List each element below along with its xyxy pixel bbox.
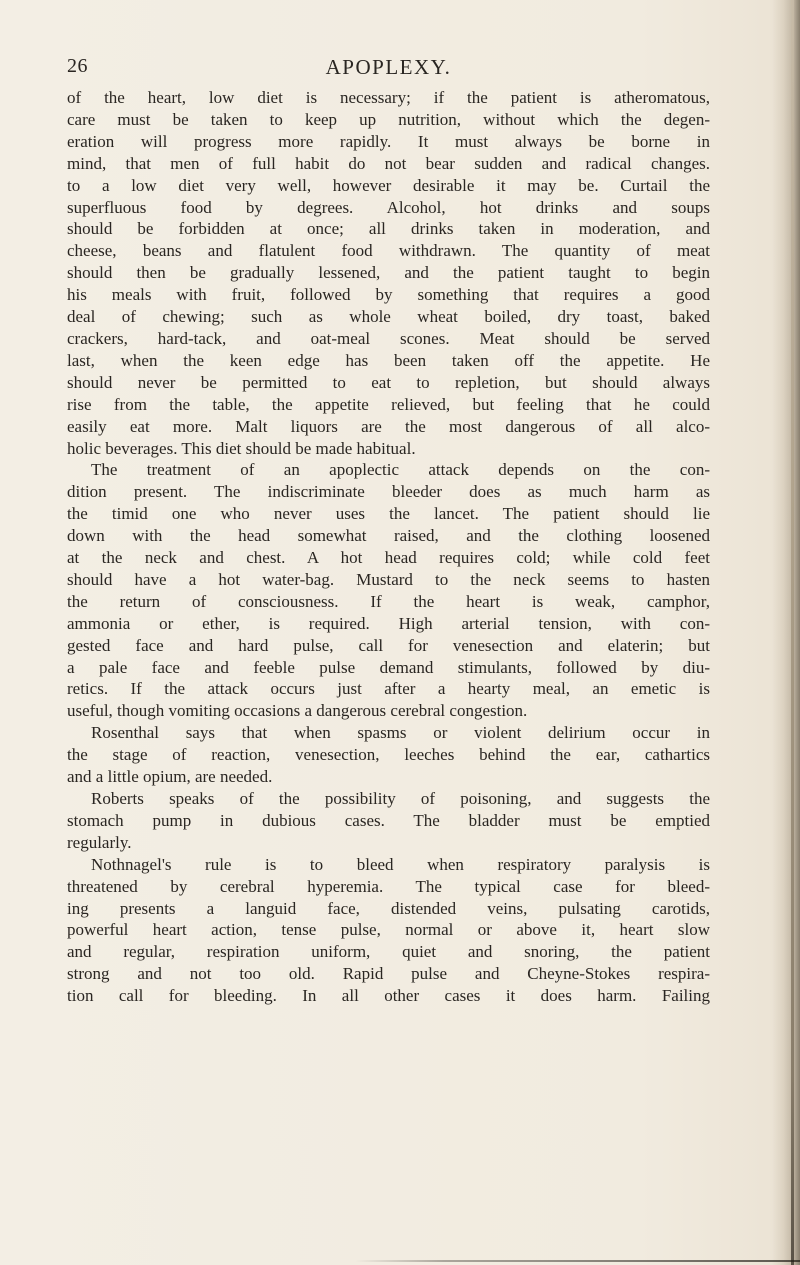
- text-line: dition present. The indiscriminate bleeder does as much harm as: [67, 482, 710, 502]
- text-line: at the neck and chest. A hot head requires cold; while cold feet: [67, 548, 710, 568]
- text-line: down with the head somewhat raised, and the clothing loosened: [67, 526, 710, 546]
- text-line: should then be gradually lessened, and the patient taught to begin: [67, 263, 710, 283]
- text-line: gested face and hard pulse, call for venesection and elaterin; but: [67, 635, 710, 655]
- text-line: Rosenthal says that when spasms or violent delirium occur in: [91, 723, 710, 743]
- page-edge-shadow: [772, 0, 800, 1265]
- text-line: regularly.: [67, 832, 132, 852]
- text-line: and regular, respiration uniform, quiet and snoring, the patient: [67, 942, 710, 962]
- text-line: threatened by cerebral hyperemia. The typical case for bleed-: [67, 876, 710, 896]
- page-edge-line: [791, 0, 794, 1265]
- text-line: stomach pump in dubious cases. The bladder must be emptied: [67, 810, 710, 830]
- text-line: superfluous food by degrees. Alcohol, hot drinks and soups: [67, 197, 710, 217]
- text-line: should never be permitted to eat to repletion, but should always: [67, 372, 710, 392]
- text-line: useful, though vomiting occasions a dangerous cerebral congestion.: [67, 701, 528, 721]
- text-line: strong and not too old. Rapid pulse and Cheyne-Stokes respira-: [67, 964, 710, 984]
- running-head: APOPLEXY.: [325, 55, 452, 79]
- paragraph: [67, 459, 710, 722]
- text-line: Nothnagel's rule is to bleed when respiratory paralysis is: [91, 854, 710, 874]
- text-line: tion call for bleeding. In all other cases it does harm. Failing: [67, 986, 710, 1006]
- page-number: 26: [67, 55, 88, 77]
- text-line: The treatment of an apoplectic attack depends on the con-: [91, 460, 710, 480]
- paragraph: [67, 87, 710, 459]
- paragraph: [67, 788, 710, 854]
- text-line: crackers, hard-tack, and oat-meal scones. Meat should be served: [67, 328, 710, 348]
- text-line: deal of chewing; such as whole wheat boiled, dry toast, baked: [67, 307, 710, 327]
- text-line: the return of consciousness. If the heart is weak, camphor,: [67, 591, 710, 611]
- text-line: a pale face and feeble pulse demand stimulants, followed by diu-: [67, 657, 710, 677]
- text-line: easily eat more. Malt liquors are the most dangerous of all alco-: [67, 416, 710, 436]
- text-line: to a low diet very well, however desirable it may be. Curtail the: [67, 175, 710, 195]
- text-line: rise from the table, the appetite relieved, but feeling that he could: [67, 394, 710, 414]
- paragraph: [67, 722, 710, 788]
- paragraph: [67, 854, 710, 1007]
- text-line: mind, that men of full habit do not bear sudden and radical changes.: [67, 153, 710, 173]
- text-line: cheese, beans and flatulent food withdrawn. The quantity of meat: [67, 241, 710, 261]
- text-line: ing presents a languid face, distended veins, pulsating carotids,: [67, 898, 710, 918]
- page-bottom-edge: [355, 1260, 800, 1262]
- text-line: powerful heart action, tense pulse, normal or above it, heart slow: [67, 920, 710, 940]
- text-line: last, when the keen edge has been taken off the appetite. He: [67, 350, 710, 370]
- text-line: his meals with fruit, followed by something that requires a good: [67, 285, 710, 305]
- text-line: should have a hot water-bag. Mustard to the neck seems to hasten: [67, 569, 710, 589]
- text-line: of the heart, low diet is necessary; if the patient is atheromatous,: [67, 88, 710, 107]
- text-line: ammonia or ether, is required. High arterial tension, with con-: [67, 613, 710, 633]
- body-text: [67, 87, 710, 1007]
- text-line: and a little opium, are needed.: [67, 767, 273, 787]
- text-line: care must be taken to keep up nutrition, without which the degen-: [67, 109, 710, 129]
- text-line: should be forbidden at once; all drinks taken in moderation, and: [67, 219, 710, 239]
- text-line: the stage of reaction, venesection, leeches behind the ear, cathartics: [67, 745, 710, 765]
- text-line: the timid one who never uses the lancet. The patient should lie: [67, 504, 710, 524]
- page-header: [67, 55, 710, 81]
- text-line: Roberts speaks of the possibility of poisoning, and suggests the: [91, 789, 710, 808]
- text-line: eration will progress more rapidly. It must always be borne in: [67, 131, 710, 151]
- text-line: retics. If the attack occurs just after a hearty meal, an emetic is: [67, 679, 710, 699]
- text-line: holic beverages. This diet should be made habitual.: [67, 438, 416, 458]
